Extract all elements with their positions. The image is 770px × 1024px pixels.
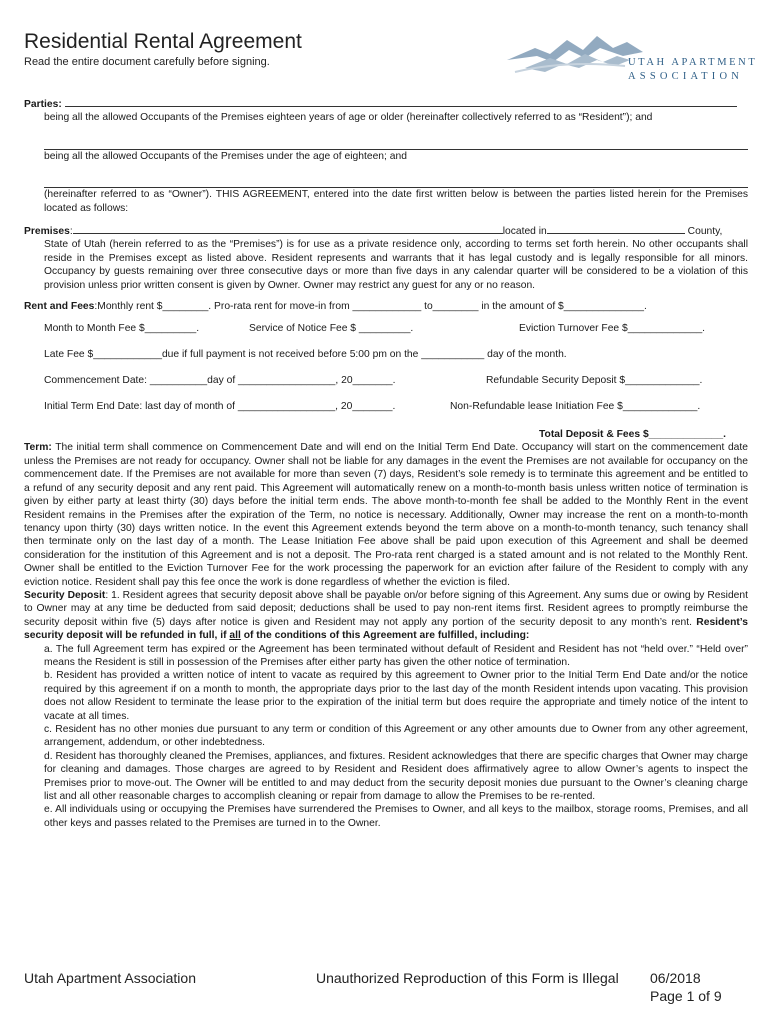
logo-wordmark bbox=[628, 56, 757, 84]
owner-name-blank[interactable] bbox=[44, 175, 748, 188]
premises-label: Premises bbox=[24, 226, 70, 238]
refund-conditions-post: of the conditions of this Agreement are fulfilled, including: bbox=[240, 630, 530, 642]
parties-line-1: being all the allowed Occupants of the Premises eighteen years of age or older (hereinafter collectively referred to as “Resident”); and bbox=[44, 112, 653, 124]
total-deposit-fees[interactable]: Total Deposit & Fees $_____________. bbox=[539, 429, 726, 441]
page-number: Page 1 of 9 bbox=[650, 988, 722, 1004]
condition-a: a. The full Agreement term has expired or the Agreement has been terminated without default of Resident and Resident has not “held over.” “Held over” means the Resident is still in possession of the Premises after either party has given the other notice of termination. bbox=[44, 643, 748, 668]
notice-fee[interactable]: Service of Notice Fee $ _________. bbox=[249, 323, 414, 335]
premises-section: Premises: located in County, State of Utah (herein referred to as the “Premises”) is for use as a private residence only, according to terms set forth herein. No other occupants shall reside in the Premises except as listed above. Resident represents and warrants that it has legal custody and is legally responsible for all minors. Occupancy by guests remaining over three consecutive days or more than five days in any calendar quarter will be considered to be a violation of this provision unless prior written consent is given by Owner. Owner may restrict any guest for any or no reason. bbox=[24, 223, 748, 292]
parties-line-3: (hereinafter referred to as “Owner”). THIS AGREEMENT, entered into the date first written below is between the parties listed herein for the Premises located as follows: bbox=[44, 189, 748, 214]
logo-line-1: UTAH APARTMENT bbox=[628, 57, 758, 68]
security-deposit-amount[interactable]: Refundable Security Deposit $_____________. bbox=[486, 375, 703, 387]
condition-d: d. Resident has thoroughly cleaned the Premises, appliances, and fixtures. Resident acknowledges that there are specific charges that Owner may charge for cleaning and damages. Those charges are agreed to by Resident and Resident does affirmatively agree to allow Owner’s agents to inspect the Premises prior to move-out. The Owner will be entitled to and may deduct from the security deposit monies due pursuant to the Owner’s cleaning charge list and all other reasonable charges to accomplish cleaning or repair from damage to allow the Premises to be re-rented. bbox=[44, 750, 748, 803]
commencement-date[interactable]: Commencement Date: __________day of _________________, 20_______. bbox=[44, 375, 396, 387]
condition-e: e. All individuals using or occupying the Premises have surrendered the Premises to Owner, and all keys to the mailbox, storage rooms, Premises, and all other keys and passes related to the Premises are turned in to the Owner. bbox=[44, 804, 748, 829]
term-label: Term: bbox=[24, 442, 52, 454]
late-fee[interactable]: Late Fee $____________due if full payment is not received before 5:00 pm on the ___________ day of the month. bbox=[44, 349, 567, 361]
term-text: The initial term shall commence on Commencement Date and will end on the Initial Term End Date. Occupancy will start on the commencement date unless the Premises are not ready for occupancy. Owner shall not be liable for any damages in the event the Premises are not available for occupancy on the commencement date. If the Premises are not available for more than seven (7) days, Resident’s sole remedy is to terminate this agreement and be entitled to a refund of any security deposit and any rent paid. This Agreement will automatically renew on a month-to-month basis unless written notice of termination is given by either party at least thirty (30) days before the initial term ends. The above month-to-month fee shall be added to the Monthly Rent in the event Resident remains in the Premises after the expiration of the Term, no notice is necessary. Additionally, Owner may increase the rent on a month-to-month tenancy upon thirty (30) days written notice. In the event this Agreement extends beyond the term above on a month-to-month tenancy, such tenancy shall then terminate only on the last day of a month. The Lease Initiation Fee above shall be paid upon execution of this Agreement and shall be deemed consideration for the institution of this Agreement and is not a deposit. The Pro-rata rent charged is a stated amount and is not related to the Monthly Rent. Owner shall be entitled to the Eviction Turnover Fee for the work processing the paperwork for an eviction after failure of the Resident to comply with any eviction notice. Resident shall pay this fee once the work is done regardless of whether the eviction is filed. bbox=[24, 442, 748, 588]
eviction-turnover-fee[interactable]: Eviction Turnover Fee $_____________. bbox=[519, 323, 706, 335]
security-deposit-section bbox=[24, 589, 748, 830]
rent-fees-section bbox=[24, 300, 748, 441]
lease-initiation-fee[interactable]: Non-Refundable lease Initiation Fee $_____________. bbox=[450, 401, 701, 413]
county-blank[interactable] bbox=[547, 223, 685, 234]
refund-conditions-all: all bbox=[229, 630, 241, 642]
parties-line-2: being all the allowed Occupants of the Premises under the age of eighteen; and bbox=[44, 150, 407, 162]
located-in-label: located in bbox=[502, 226, 547, 238]
footer-date: 06/2018 bbox=[650, 970, 701, 986]
condition-c: c. Resident has no other monies due pursuant to any term or condition of this Agreement or any other amounts due to Owner from any other agreement, arrangement, addendum, or other indebtedness. bbox=[44, 724, 748, 749]
footer-notice: Unauthorized Reproduction of this Form is Illegal bbox=[316, 970, 619, 986]
page-title: Residential Rental Agreement bbox=[24, 30, 302, 53]
premises-address-blank[interactable] bbox=[73, 223, 503, 234]
page-subtitle: Read the entire document carefully before signing. bbox=[24, 56, 270, 68]
rent-fees-label: Rent and Fees bbox=[24, 301, 95, 313]
initial-term-end-date[interactable]: Initial Term End Date: last day of month of _________________, 20_______. bbox=[44, 401, 396, 413]
agreement-body bbox=[24, 96, 748, 830]
premises-text: State of Utah (herein referred to as the “Premises”) is for use as a private residence only, according to terms set forth herein. No other occupants shall reside in the Premises except as listed above. Resident represents and warrants that it has legal custody and is legally responsible for all minors. Occupancy by guests remaining over three consecutive days or more than five days in any calendar quarter will be considered to be a violation of this provision unless prior written consent is given by Owner. Owner may restrict any guest for any or no reason. bbox=[44, 239, 748, 291]
condition-b: b. Resident has provided a written notice of intent to vacate as required by this agreement to Owner prior to the Initial Term End Date and/or the notice required by this agreement if on a month to month, the appropriate days prior to the last day of the month Resident intends upon vacating. This provision does not allow Resident to terminate the lease prior to the expiration of the initial term but does require the appropriate and timely notice of the intent to vacate at all times. bbox=[44, 670, 748, 722]
logo-line-2: ASSOCIATION bbox=[628, 71, 744, 82]
month-to-month-fee[interactable]: Month to Month Fee $_________. bbox=[44, 323, 200, 335]
minor-names-blank[interactable] bbox=[44, 137, 748, 150]
parties-label: Parties: bbox=[24, 99, 62, 110]
county-label: County, bbox=[687, 226, 723, 238]
parties-section bbox=[24, 96, 748, 215]
term-section bbox=[24, 441, 748, 588]
resident-names-blank[interactable] bbox=[65, 96, 737, 107]
security-deposit-label: Security Deposit bbox=[24, 589, 106, 601]
refund-conditions-pre: Resident’s security deposit will be refunded in full, if bbox=[24, 616, 748, 642]
rent-row-1[interactable]: :Monthly rent $________. Pro-rata rent for move-in from ____________ to________ in the amount of $______________. bbox=[94, 301, 647, 313]
security-deposit-text: : 1. Resident agrees that security deposit above shall be payable on/or before signing of this Agreement. Any sums due or owing by Resident to Owner may at any time be deducted from said deposit; deductions shall be used to pay non-rent items first. Resident agrees to promptly reimburse the security deposit within five (5) days after notice is given and Resident may not apply any portion of the security deposit to any month’s rent. bbox=[24, 589, 748, 628]
footer-organization: Utah Apartment Association bbox=[24, 970, 196, 986]
